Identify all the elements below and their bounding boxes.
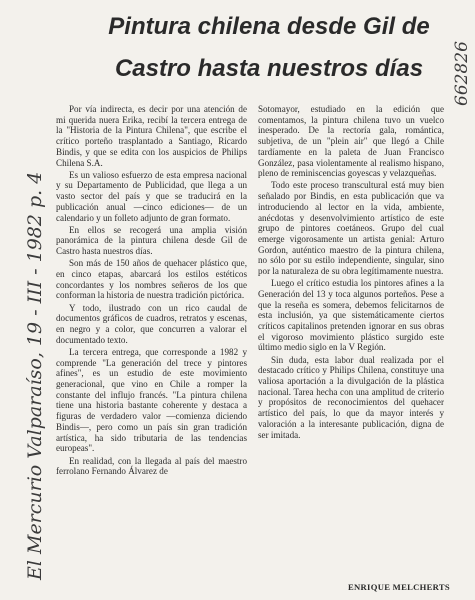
paragraph: Y todo, ilustrado con un rico caudal de documentos gráficos de cuadros, retratos y escenas, en negro y a color, que concurren a valorar el documentado texto. xyxy=(56,302,247,345)
handwritten-source-note: El Mercurio Valparaíso, 19 - III - 1982 p. 4 xyxy=(24,171,46,580)
author-signature: ENRIQUE MELCHERTS xyxy=(348,582,450,592)
headline-line-1: Pintura chilena desde Gil de xyxy=(108,13,430,40)
paragraph: En realidad, con la llegada al país del maestro ferrolano Fernando Álvarez de xyxy=(56,455,247,477)
paragraph: Es un valioso esfuerzo de esta empresa nacional y su Departamento de Publicidad, que llega a un vasto sector del país y que se traducirá en la publicación anual —cinco ediciones— de un calendario y un folleto adjunto de gran formato. xyxy=(56,169,247,223)
article-column-left xyxy=(56,104,247,594)
paragraph: Sotomayor, estudiado en la edición que comentamos, la pintura chilena tuvo un vuelco inesperado. De la rectoría gala, romántica, subjetiva, de un "plein air" que llegó a Chile tardíamente en la paleta de Juan Francisco González, pasa violentamente al realismo hispano, pleno de reminiscencias goyescas y velazqueñas. xyxy=(258,104,444,179)
paragraph: Son más de 150 años de quehacer plástico que, en cinco etapas, abarcará los estilos estéticos concordantes y los nombres señeros de los que conforman la historia de nuestra tradición pictórica. xyxy=(56,258,247,301)
paragraph: Todo este proceso transcultural está muy bien señalado por Bindis, en esta publicación que va introduciendo al lector en la vida, ambiente, anécdotas y desenvolvimiento artístico de este grupo de pintores coetáneos. Grupo del cual emerge vigorosamente un artista genial: Arturo Gordon, auténtico maestro de la pintura chilena, no sólo por su estilo independiente, singular, sino por la naturaleza de su obra legítimamente nuestra. xyxy=(258,180,444,277)
handwritten-catalog-code: 662826 xyxy=(452,41,472,106)
article-column-right xyxy=(258,104,444,594)
headline-line-2: Castro hasta nuestros días xyxy=(114,55,424,82)
paragraph: Luego el crítico estudia los pintores afines a la Generación del 13 y toca algunos porteños. Pese a que la reseña es somera, debemos felicitarnos de esta inclusión, ya que sistemáticamente ciertos críticos capitalinos pretenden ignorar en sus obras el vigoroso movimiento plástico surgido este último medio siglo en la V Región. xyxy=(258,278,444,353)
paragraph: En ellos se recogerá una amplia visión panorámica de la pintura chilena desde Gil de Castro hasta nuestros días. xyxy=(56,224,247,257)
paragraph: La tercera entrega, que corresponde a 1982 y comprende "La generación del trece y pintores afines", es un estudio de este movimiento generacional, que vino en Chile a romper la constante del influjo francés. "La pintura chilena tiene una historia bastante coherente y destaca a figuras de verdadero valor —comienza diciendo Bindis—, pero como un país sin gran tradición artística, ha sido tributaria de las tendencias europeas". xyxy=(56,346,247,454)
paragraph: Sin duda, esta labor dual realizada por el destacado crítico y Philips Chilena, constituye una valiosa aportación a la divulgación de la plástica nacional. Tarea hecha con una amplitud de criterio y propósitos de reconocimientos del quehacer artístico del país, lo que da mayor interés y valoración a la interesante publicación, digna de ser imitada. xyxy=(258,354,444,440)
article-headline xyxy=(70,6,468,90)
paragraph: Por vía indirecta, es decir por una atención de mi querida nuera Erika, recibí la tercera entrega de la "Historia de la Pintura Chilena", que escribe el crítico porteño trasplantado a Santiago, Ricardo Bindis, y que se edita con los auspicios de Philips Chilena S.A. xyxy=(56,104,247,168)
